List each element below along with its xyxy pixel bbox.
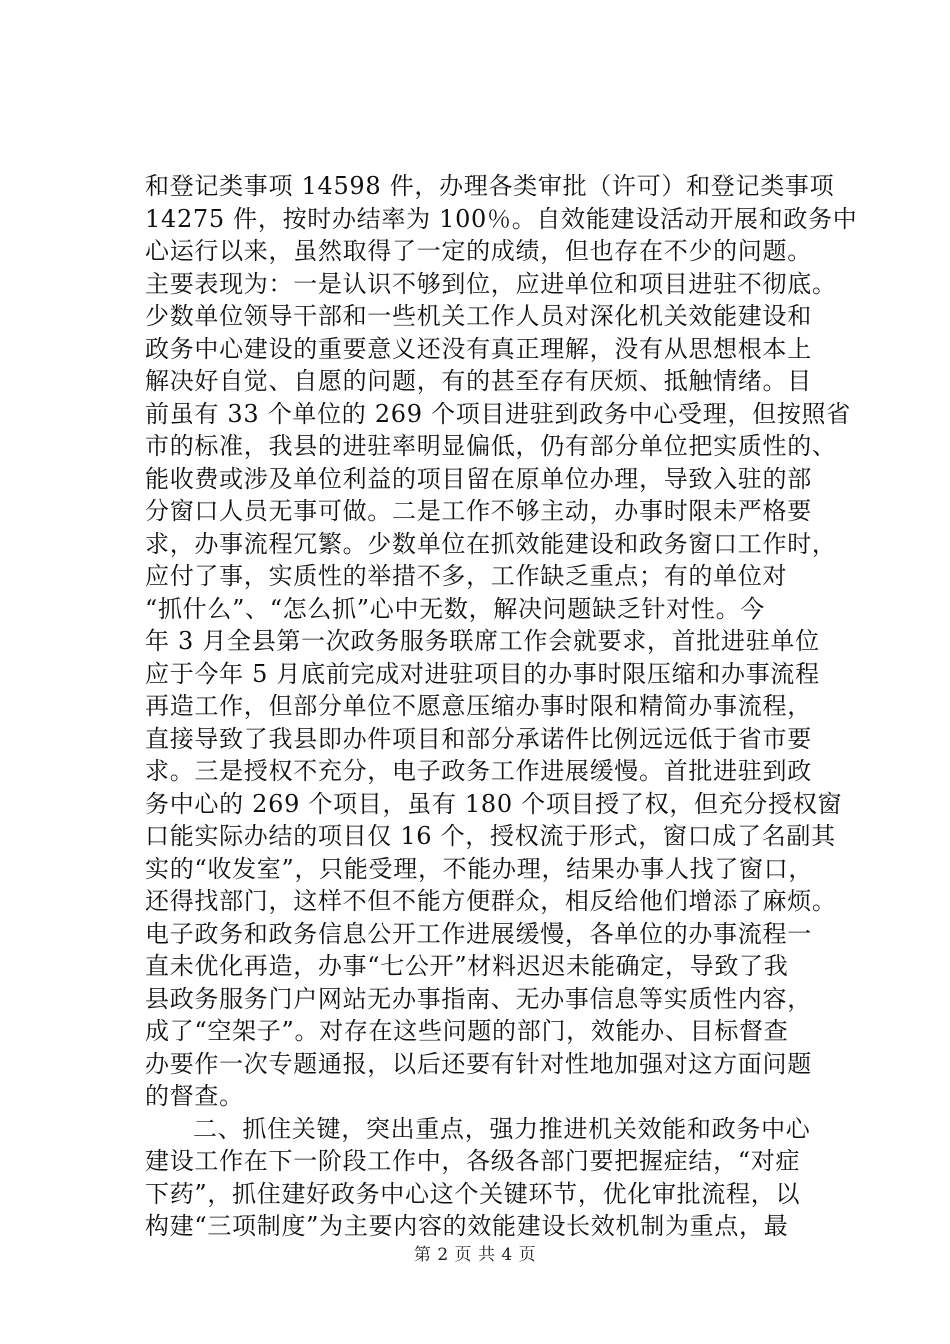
text-line: 年 3 月全县第一次政务服务联席工作会就要求，首批进驻单位 (145, 627, 820, 655)
text-line: 分窗口人员无事可做。二是工作不够主动，办事时限未严格要 (145, 497, 812, 525)
text-line: 和登记类事项 14598 件，办理各类审批（许可）和登记类事项 (145, 172, 835, 200)
text-line: 能收费或涉及单位利益的项目留在原单位办理，导致入驻的部 (145, 464, 812, 493)
text-line: 务中心的 269 个项目，虽有 180 个项目授了权，但充分授权窗 (145, 789, 843, 818)
text-line: 的督查。 (145, 1082, 244, 1110)
text-line: 求，办事流程冗繁。少数单位在抓效能建设和政务窗口工作时， (145, 529, 837, 558)
page-number-label: 第 2 页 共 4 页 (413, 1245, 537, 1265)
text-line: 应于今年 5 月底前完成对进驻项目的办事时限压缩和办事流程 (145, 659, 820, 688)
text-line: 前虽有 33 个单位的 269 个项目进驻到政务中心受理，但按照省 (145, 399, 851, 428)
text-line: 再造工作，但部分单位不愿意压缩办事时限和精简办事流程， (145, 692, 812, 720)
text-line: 应付了事，实质性的举措不多，工作缺乏重点；有的单位对 (145, 562, 788, 590)
text-line: 政务中心建设的重要意义还没有真正理解，没有从思想根本上 (145, 334, 812, 363)
text-line-indented: 二、抓住关键，突出重点，强力推进机关效能和政务中心 (193, 1114, 811, 1143)
text-line: 解决好自觉、自愿的问题，有的甚至存有厌烦、抵触情绪。目 (145, 367, 812, 395)
text-line: 下药”，抓住建好政务中心这个关键环节，优化审批流程，以 (145, 1179, 801, 1208)
text-line: 县政务服务门户网站无办事指南、无办事信息等实质性内容， (145, 984, 812, 1013)
text-line: 电子政务和政务信息公开工作进展缓慢，各单位的办事流程一 (145, 919, 812, 948)
text-line: 口能实际办结的项目仅 16 个，授权流于形式，窗口成了名副其 (145, 822, 836, 850)
text-line: 直未优化再造，办事“七公开”材料迟迟未能确定，导致了我 (145, 952, 789, 980)
text-line: 实的“收发室”，只能受理，不能办理，结果办事人找了窗口， (145, 854, 814, 883)
text-line: “抓什么”、“怎么抓”心中无数，解决问题缺乏针对性。今 (145, 594, 765, 623)
text-line: 建设工作在下一阶段工作中，各级各部门要把握症结，“对症 (145, 1147, 801, 1175)
text-line: 市的标准，我县的进驻率明显偏低，仍有部分单位把实质性的、 (145, 432, 837, 460)
text-line: 主要表现为：一是认识不够到位，应进单位和项目进驻不彻底。 (145, 269, 837, 298)
body-text (145, 170, 858, 1243)
text-line: 构建“三项制度”为主要内容的效能建设长效机制为重点，最 (145, 1212, 789, 1240)
text-line: 求。三是授权不充分，电子政务工作进展缓慢。首批进驻到政 (145, 757, 812, 785)
text-line: 直接导致了我县即办件项目和部分承诺件比例远远低于省市要 (145, 724, 812, 753)
text-line: 心运行以来，虽然取得了一定的成绩，但也存在不少的问题。 (145, 237, 812, 265)
text-line: 少数单位领导干部和一些机关工作人员对深化机关效能建设和 (145, 302, 812, 330)
text-line: 14275 件，按时办结率为 100％。自效能建设活动开展和政务中 (145, 204, 858, 233)
page-footer (0, 1244, 950, 1266)
text-line: 还得找部门，这样不但不能方便群众，相反给他们增添了麻烦。 (145, 887, 837, 915)
text-line: 办要作一次专题通报，以后还要有针对性地加强对这方面问题 (145, 1049, 812, 1078)
text-line: 成了“空架子”。对存在这些问题的部门，效能办、目标督查 (145, 1017, 789, 1045)
